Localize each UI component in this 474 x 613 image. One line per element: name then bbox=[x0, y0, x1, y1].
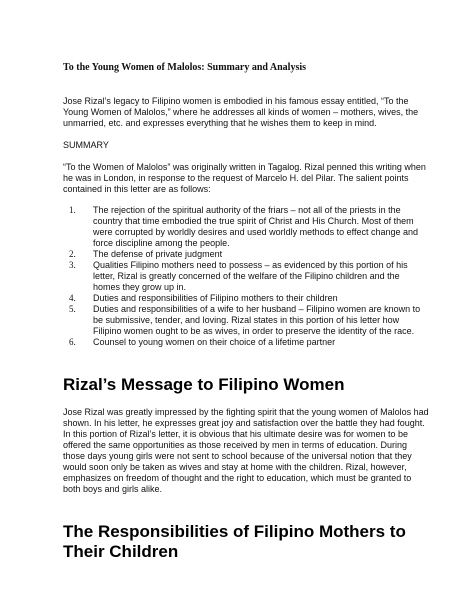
list-item-text: Duties and responsibilities of Filipino mothers to their children bbox=[93, 293, 338, 303]
list-item bbox=[63, 260, 429, 293]
list-item bbox=[63, 304, 429, 337]
list-item-text: Duties and responsibilities of a wife to her husband – Filipino women are known to be submissive, tender, and loving. Rizal states in this portion of his letter how Filipino women ought to be as wives, in order to preserve the identity of the race. bbox=[93, 304, 421, 336]
list-item-text: The defense of private judgment bbox=[93, 249, 223, 259]
document-content bbox=[63, 62, 429, 562]
list-item-number: 3. bbox=[69, 260, 76, 270]
list-item-text: Qualities Filipino mothers need to possess – as evidenced by this portion of his letter, Rizal is greatly concerned of the welfare of the Filipino children and the homes they grow up in. bbox=[93, 260, 408, 292]
list-item bbox=[63, 205, 429, 249]
list-item-number: 5. bbox=[69, 304, 76, 314]
section-heading-responsibilities: The Responsibilities of Filipino Mothers to Their Children bbox=[63, 522, 406, 561]
intro-paragraph: Jose Rizal’s legacy to Filipino women is embodied in his famous essay entitled, “To the Young Women of Malolos,” where he addresses all kinds of women – mothers, wives, the unmarried, etc. and expresses everything that he wishes them to keep in mind. bbox=[63, 96, 419, 128]
list-item-text: Counsel to young women on their choice of a lifetime partner bbox=[93, 337, 336, 347]
list-item-number: 4. bbox=[69, 293, 76, 303]
document-title: To the Young Women of Malolos: Summary and Analysis bbox=[63, 62, 307, 73]
list-item bbox=[63, 249, 429, 260]
section-heading-message: Rizal’s Message to Filipino Women bbox=[63, 375, 345, 394]
message-paragraph: Jose Rizal was greatly impressed by the fighting spirit that the young women of Malolos had shown. In his letter, he expresses great joy and satisfaction over the battle they had fought. In this portion of Rizal’s letter, it is obvious that his ultimate desire was for women to be offered the same opportunities as those received by men in terms of education. During those days young girls were not sent to school because of the universal notion that they would soon only be taken as wives and stay at home with the children. Rizal, however, emphasizes on freedom of thought and the right to education, which must be granted to both boys and girls alike. bbox=[63, 407, 429, 494]
list-item bbox=[63, 293, 429, 304]
list-item-number: 1. bbox=[69, 205, 76, 215]
summary-label: SUMMARY bbox=[63, 140, 109, 150]
list-item-number: 2. bbox=[69, 249, 76, 259]
list-item bbox=[63, 337, 429, 348]
summary-paragraph: “To the Women of Malolos” was originally written in Tagalog. Rizal penned this writing when he was in London, in response to the request of Marcelo H. del Pilar. The salient points contained in this letter are as follows: bbox=[63, 162, 426, 194]
list-item-text: The rejection of the spiritual authority of the friars – not all of the priests in the country that time embodied the true spirit of Christ and His Church. Most of them were corrupted by worldly desires and used worldly methods to effect change and force discipline among the people. bbox=[93, 205, 419, 248]
salient-points-list bbox=[63, 205, 429, 348]
list-item-number: 6. bbox=[69, 337, 76, 347]
